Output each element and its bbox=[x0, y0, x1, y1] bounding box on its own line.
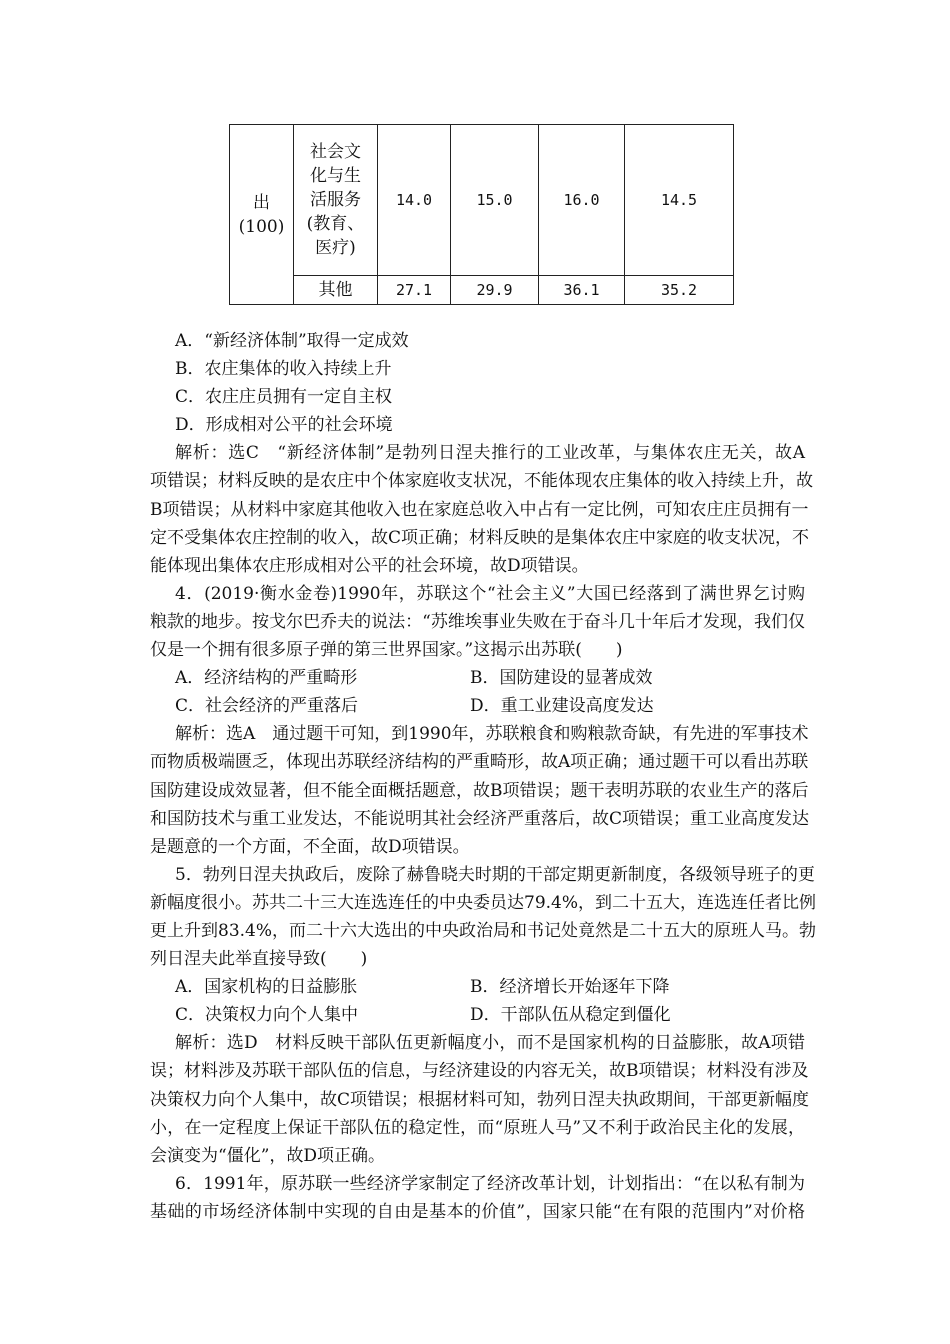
q4-analysis-line: 而物质极端匮乏，体现出苏联经济结构的严重畸形，故A项正确；通过题干可以看出苏联 bbox=[150, 752, 809, 773]
q4-option-a: A．经济结构的严重畸形 bbox=[175, 668, 358, 689]
q5-stem-line: 列日涅夫此举直接导致( ) bbox=[150, 949, 368, 970]
q4-option-c: C．社会经济的严重落后 bbox=[175, 696, 359, 717]
q5-analysis-line: 会演变为“僵化”，故D项正确。 bbox=[150, 1145, 386, 1166]
value-cell: 16.0 bbox=[539, 125, 625, 276]
value-cell: 36.1 bbox=[539, 276, 625, 305]
q4-option-d: D．重工业建设高度发达 bbox=[470, 696, 654, 717]
category-line: 化与生 bbox=[310, 166, 361, 186]
q4-stem-line: 4．(2019·衡水金卷)1990年，苏联这个“社会主义”大国已经落到了满世界乞讨购 bbox=[175, 583, 805, 604]
q5-option-b: B．经济增长开始逐年下降 bbox=[470, 977, 670, 998]
value-cell: 29.9 bbox=[451, 276, 539, 305]
q5-options-row bbox=[150, 1001, 805, 1029]
q5-option-c: C．决策权力向个人集中 bbox=[175, 1005, 359, 1026]
value-cell: 35.2 bbox=[625, 276, 734, 305]
other-label-cell: 其他 bbox=[294, 276, 378, 305]
q3-option-b: B．农庄集体的收入持续上升 bbox=[175, 359, 392, 380]
q4-analysis-line: 解析：选A 通过题干可知，到1990年，苏联粮食和购粮款奇缺，有先进的军事技术 bbox=[175, 724, 809, 745]
q3-analysis-line: 解析：选C “新经济体制”是勃列日涅夫推行的工业改革，与集体农庄无关，故A bbox=[175, 443, 805, 464]
q5-analysis-line: 小，在一定程度上保证干部队伍的稳定性，而“原班人马”又不利于政治民主化的发展， bbox=[150, 1117, 805, 1138]
q5-analysis-line: 误；材料涉及苏联干部队伍的信息，与经济建设的内容无关，故B项错误；材料没有涉及 bbox=[150, 1061, 809, 1082]
row-header-line: 出 bbox=[253, 192, 270, 213]
q3-option-a: A．“新经济体制”取得一定成效 bbox=[175, 331, 409, 351]
category-line: (教育、 bbox=[306, 214, 365, 234]
row-header-line: (100) bbox=[238, 216, 285, 237]
category-line: 医疗) bbox=[315, 238, 356, 258]
q4-options-row bbox=[150, 664, 805, 692]
table-row bbox=[230, 276, 734, 305]
q6-stem-line: 6．1991年，原苏联一些经济学家制定了经济改革计划，计划指出：“在以私有制为 bbox=[175, 1173, 805, 1194]
q4-options-row bbox=[150, 692, 805, 720]
category-line: 社会文 bbox=[310, 142, 361, 162]
q3-option-d: D．形成相对公平的社会环境 bbox=[175, 415, 393, 436]
value-cell: 14.5 bbox=[625, 125, 734, 276]
table-row bbox=[230, 125, 734, 276]
document-body bbox=[150, 327, 817, 1226]
q5-stem-line: 5．勃列日涅夫执政后，废除了赫鲁晓夫时期的干部定期更新制度，各级领导班子的更 bbox=[175, 864, 815, 885]
q4-analysis-line: 和国防技术与重工业发达，不能说明其社会经济严重落后，故C项错误；重工业高度发达 bbox=[150, 808, 810, 829]
q3-analysis-line: 定不受集体农庄控制的收入，故C项正确；材料反映的是集体农庄中家庭的收支状况，不 bbox=[150, 527, 810, 548]
category-cell bbox=[294, 125, 378, 276]
q3-analysis-line: 项错误；材料反映的是农庄中个体家庭收支状况，不能体现农庄集体的收入持续上升，故 bbox=[150, 471, 813, 492]
q3-analysis-line: 能体现出集体农庄形成相对公平的社会环境，故D项错误。 bbox=[150, 555, 589, 576]
q4-stem-line: 粮款的地步。按戈尔巴乔夫的说法：“苏维埃事业失败在于奋斗几十年后才发现，我们仅 bbox=[150, 611, 805, 632]
value-cell: 14.0 bbox=[378, 125, 451, 276]
q3-option-c: C．农庄庄员拥有一定自主权 bbox=[175, 387, 393, 408]
q5-option-d: D．干部队伍从稳定到僵化 bbox=[470, 1005, 671, 1026]
value-cell: 15.0 bbox=[451, 125, 539, 276]
q3-analysis-line: B项错误；从材料中家庭其他收入也在家庭总收入中占有一定比例，可知农庄庄员拥有一 bbox=[150, 499, 809, 520]
q5-stem-line: 新幅度很小。苏共二十三大连选连任的中央委员达79.4%，到二十五大，连选连任者比例 bbox=[150, 892, 817, 913]
q4-analysis-line: 国防建设成效显著，但不能全面概括题意，故B项错误；题干表明苏联的农业生产的落后 bbox=[150, 780, 809, 801]
q6-stem-line: 基础的市场经济体制中实现的自由是基本的价值”，国家只能“在有限的范围内”对价格 bbox=[150, 1201, 805, 1222]
q4-stem-line: 仅是一个拥有很多原子弹的第三世界国家。”这揭示出苏联( ) bbox=[150, 640, 623, 661]
income-table bbox=[229, 124, 734, 305]
q4-option-b: B．国防建设的显著成效 bbox=[470, 668, 653, 689]
q5-analysis-line: 解析：选D 材料反映干部队伍更新幅度小，而不是国家机构的日益膨胀，故A项错 bbox=[175, 1033, 805, 1054]
q5-options-row bbox=[150, 973, 805, 1001]
category-line: 活服务 bbox=[310, 190, 361, 210]
q5-stem-line: 更上升到83.4%，而二十六大选出的中央政治局和书记处竟然是二十五大的原班人马。勃 bbox=[150, 920, 817, 941]
q5-analysis-line: 决策权力向个人集中，故C项错误；根据材料可知，勃列日涅夫执政期间，干部更新幅度 bbox=[150, 1089, 810, 1110]
value-cell: 27.1 bbox=[378, 276, 451, 305]
q5-option-a: A．国家机构的日益膨胀 bbox=[175, 977, 358, 998]
q4-analysis-line: 是题意的一个方面，不全面，故D项错误。 bbox=[150, 836, 470, 857]
row-header-cell bbox=[230, 125, 294, 305]
